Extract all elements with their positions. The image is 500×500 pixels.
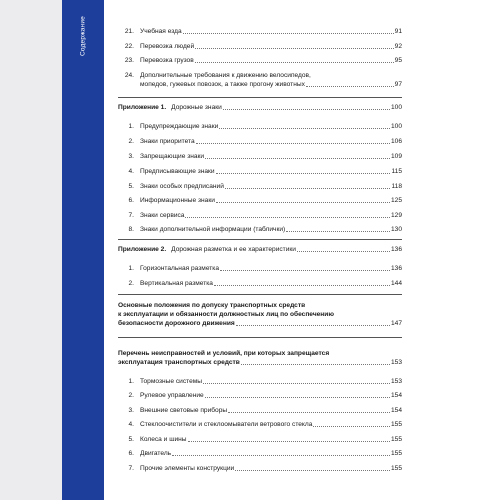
dot-leader [205, 397, 390, 398]
entry-page: 155 [390, 450, 402, 457]
section-heading-faults [118, 349, 402, 367]
dot-leader [236, 325, 390, 326]
entry-number: 22. [124, 43, 134, 50]
entry-page: 155 [390, 436, 402, 443]
section-tab-label [62, 12, 104, 132]
toc-entry [118, 464, 402, 473]
entry-title: Знаки приоритета [140, 138, 195, 145]
appendix-heading [118, 103, 402, 112]
heading-line1: Перечень неисправностей и условий, при которых запрещается [118, 350, 330, 357]
entry-title: Горизонтальная разметка [140, 265, 219, 272]
dot-leader [172, 455, 390, 456]
entry-title: Стеклоочистители и стеклоомыватели ветрового стекла [140, 421, 313, 428]
entry-number: 5. [128, 183, 134, 190]
entry-number: 3. [128, 153, 134, 160]
toc-entry [118, 377, 402, 386]
toc-entry [118, 279, 402, 288]
entry-page: 125 [390, 197, 402, 204]
appendix-heading [118, 245, 402, 254]
entry-number: 5. [128, 436, 134, 443]
heading-line1: Основные положения по допуску транспортных средств [118, 302, 306, 309]
entry-number: 2. [128, 392, 134, 399]
entry-page: 109 [390, 153, 402, 160]
dot-leader [183, 33, 394, 34]
entry-number: 21. [124, 28, 134, 35]
entry-number: 4. [128, 421, 134, 428]
entry-title: Знаки особых предписаний [140, 183, 224, 190]
dot-leader [235, 470, 390, 471]
entry-title: Знаки дополнительной информации (таблички) [140, 226, 286, 233]
entry-page: 97 [394, 81, 402, 88]
entry-title: Запрещающие знаки [140, 153, 205, 160]
entry-title: Прочие элементы конструкции [140, 465, 235, 472]
entry-number: 7. [128, 212, 134, 219]
toc-entry [118, 182, 402, 191]
entry-title: Предписывающие знаки [140, 168, 215, 175]
toc-entry [118, 152, 402, 161]
entry-page: 130 [390, 226, 402, 233]
toc-content [118, 0, 402, 500]
entry-page: 100 [390, 123, 402, 130]
dot-leader [195, 48, 393, 49]
entry-title-line1: Дополнительные требования к движению велосипедов, [140, 72, 311, 79]
appendix-page: 100 [390, 104, 402, 111]
appendix-title: Дорожная разметка и ее характеристики [171, 246, 296, 253]
dot-leader [216, 202, 390, 203]
appendix-title: Дорожные знаки [171, 104, 222, 111]
dot-leader [228, 412, 390, 413]
entry-page: 118 [391, 183, 402, 190]
entry-page: 136 [390, 265, 402, 272]
heading-line2: эксплуатация транспортных средств [118, 359, 240, 366]
dot-leader [297, 251, 390, 252]
entry-page: 106 [390, 138, 402, 145]
toc-entry [118, 211, 402, 220]
entry-number: 8. [128, 226, 134, 233]
entry-page: 144 [390, 280, 402, 287]
section-tab-text: Содержание [79, 16, 87, 56]
entry-page: 129 [390, 212, 402, 219]
entry-page: 91 [394, 28, 402, 35]
section-divider [118, 239, 402, 240]
toc-entry [118, 196, 402, 205]
entry-number: 24. [124, 72, 134, 79]
entry-title: Информационные знаки [140, 197, 215, 204]
entry-page: 92 [394, 43, 402, 50]
entry-page: 154 [390, 392, 402, 399]
dot-leader [188, 441, 390, 442]
entry-page: 154 [390, 407, 402, 414]
dot-leader [196, 143, 390, 144]
toc-entry [118, 435, 402, 444]
entry-number: 4. [128, 168, 134, 175]
section-divider [118, 294, 402, 295]
toc-entry [118, 137, 402, 146]
heading-line3: безопасности дорожного движения [118, 320, 235, 327]
section-page: 153 [390, 359, 402, 366]
entry-page: 115 [391, 168, 402, 175]
dot-leader [225, 188, 391, 189]
dot-leader [306, 86, 394, 87]
entry-number: 6. [128, 197, 134, 204]
toc-entry [118, 167, 402, 176]
dot-leader [185, 217, 390, 218]
section-page: 147 [390, 320, 402, 327]
toc-entry [118, 27, 402, 36]
entry-number: 2. [128, 138, 134, 145]
entry-title: Перевозка грузов [140, 57, 194, 64]
dot-leader [205, 158, 390, 159]
entry-title: Учебная езда [140, 28, 182, 35]
section-divider [118, 337, 402, 338]
toc-entry [118, 56, 402, 65]
toc-entry [118, 449, 402, 458]
toc-entry [118, 122, 402, 131]
toc-entry [118, 264, 402, 273]
entry-page: 155 [390, 421, 402, 428]
dot-leader [313, 426, 390, 427]
entry-number: 3. [128, 407, 134, 414]
entry-number: 1. [128, 265, 134, 272]
appendix-label: Приложение 2. [118, 246, 167, 253]
entry-title: Знаки сервиса [140, 212, 185, 219]
entry-title: Тормозные системы [140, 378, 203, 385]
dot-leader [286, 231, 390, 232]
dot-leader [220, 270, 390, 271]
entry-number: 2. [128, 280, 134, 287]
appendix-label: Приложение 1. [118, 104, 167, 111]
entry-title: Колеса и шины [140, 436, 187, 443]
dot-leader [203, 383, 390, 384]
entry-number: 1. [128, 378, 134, 385]
entry-page: 95 [394, 57, 402, 64]
dot-leader [195, 62, 394, 63]
entry-number: 1. [128, 123, 134, 130]
appendix-page: 136 [390, 246, 402, 253]
entry-number: 6. [128, 450, 134, 457]
toc-entry [118, 42, 402, 51]
entry-number: 23. [124, 57, 134, 64]
entry-title: Рулевое управление [140, 392, 204, 399]
entry-title: Предупреждающие знаки [140, 123, 219, 130]
dot-leader [216, 173, 391, 174]
toc-entry [118, 420, 402, 429]
dot-leader [241, 364, 390, 365]
dot-leader [219, 128, 390, 129]
entry-number: 7. [128, 465, 134, 472]
entry-page: 155 [390, 465, 402, 472]
toc-entry [118, 406, 402, 415]
entry-title: Двигатель [140, 450, 172, 457]
toc-entry [118, 71, 402, 89]
entry-title: Внешние световые приборы [140, 407, 228, 414]
toc-entry [118, 225, 402, 234]
section-heading-admission [118, 301, 402, 328]
heading-line2: к эксплуатации и обязанности должностных лиц по обеспечению [118, 311, 334, 318]
dot-leader [223, 109, 390, 110]
toc-entry [118, 391, 402, 400]
entry-page: 153 [390, 378, 402, 385]
entry-title: Вертикальная разметка [140, 280, 213, 287]
entry-title-line2: мопедов, гужевых повозок, а также прогону животных [140, 81, 305, 88]
section-divider [118, 97, 402, 98]
dot-leader [214, 285, 390, 286]
entry-title: Перевозка людей [140, 43, 195, 50]
